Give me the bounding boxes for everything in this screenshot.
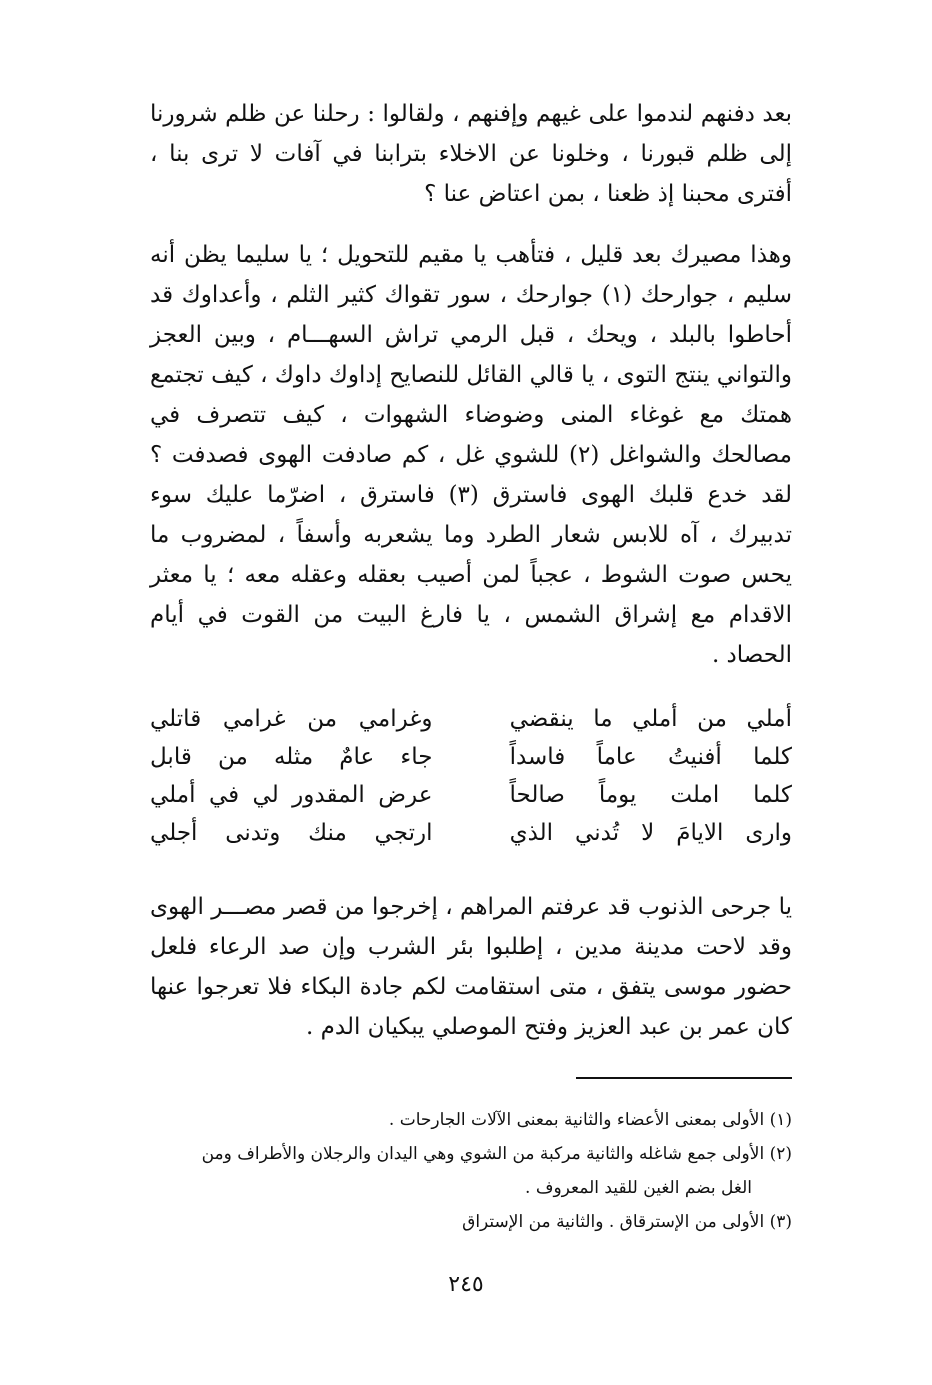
verse-second-hemistich — [150, 700, 432, 738]
poem-verse — [150, 776, 792, 814]
verse-word: أفنيتُ — [667, 744, 722, 770]
verse-word: عامٌ — [339, 744, 375, 770]
body-paragraph-4 — [150, 887, 792, 1047]
verse-word: ما — [593, 706, 613, 732]
verse-word: الايامَ — [676, 820, 724, 846]
verse-word: الذي — [509, 820, 554, 846]
verse-word: ارتجي — [374, 820, 433, 846]
verse-word: قابل — [150, 744, 192, 770]
verse-first-hemistich — [510, 814, 792, 852]
verse-word: المقدور — [292, 782, 365, 808]
verse-word: ينقضي — [509, 706, 574, 732]
paragraph-text: بعد دفنهم لندموا على غيهم وإفنهم ، ولقالوا : رحلنا عن ظلم شرورنا إلى ظلم قبورنا ، وخلونا عن الاخلاء بترابنا في آفات لا ترى بنا ، أفترى محبنا إذ ظعنا ، بمن اعتاض عنا ؟ — [150, 101, 792, 207]
verse-word: فاسداً — [509, 744, 566, 770]
verse-word: مثله — [273, 744, 314, 770]
verse-word: أجلي — [150, 820, 198, 846]
verse-word: قاتلي — [150, 706, 202, 732]
poem-verse — [150, 700, 792, 738]
verse-second-hemistich — [150, 814, 432, 852]
verse-word: املت — [670, 782, 720, 808]
verse-word: لي — [252, 782, 279, 808]
verse-word: من — [217, 744, 248, 770]
verse-first-hemistich — [510, 738, 792, 776]
verse-word: وغرامي — [358, 706, 433, 732]
verse-word: كلما — [753, 744, 792, 770]
verse-word: منك — [308, 820, 347, 846]
poem-verse — [150, 814, 792, 852]
verse-word: أملي — [150, 782, 196, 808]
footnotes — [110, 1103, 792, 1239]
verse-word: أملي — [632, 706, 678, 732]
footnote-2-continuation: الغل بضم الغين للقيد المعروف . — [525, 1178, 752, 1198]
poem-verse — [150, 738, 792, 776]
verse-word: غرامي — [222, 706, 286, 732]
verse-word: لا — [641, 820, 655, 846]
footnote-2: (٢) الأولى جمع شاغله والثانية مركبة من الشوي وهي اليدان والرجلان والأطراف ومن — [201, 1144, 792, 1164]
verse-word: وارى — [745, 820, 792, 846]
footnote-1: (١) الأولى بمعنى الأعضاء والثانية بمعنى الآلات الجارحات . — [388, 1110, 792, 1130]
verse-first-hemistich — [510, 700, 792, 738]
verse-word: من — [307, 706, 338, 732]
page-number: ٢٤٥ — [448, 1272, 484, 1297]
body-paragraph-2 — [150, 235, 792, 675]
body-paragraph-1 — [150, 94, 792, 214]
verse-word: أملي — [746, 706, 792, 732]
verse-word: كلما — [753, 782, 792, 808]
verse-word: تُدني — [575, 820, 620, 846]
verse-word: في — [208, 782, 240, 808]
verse-word: صالحاً — [509, 782, 565, 808]
verse-first-hemistich — [510, 776, 792, 814]
verse-second-hemistich — [150, 776, 432, 814]
footnote-3: (٣) الأولى من الإسترقاق . والثانية من الإستراق — [462, 1212, 792, 1232]
paragraph-text: وهذا مصيرك بعد قليل ، فتأهب يا مقيم للتحويل ؛ يا سليما يظن أنه سليم ، جوارحك (١) جوارحك ، سور تقواك كثير الثلم ، وأعداوك قد أحاطوا بالبلد ، ويحك ، قبل الرمي تراش السهـــام ، وبين العجز والتواني ينتج التوى ، يا قالي القائل للنصايح إداوك داوك ، كيف تجتمع همتك مع غوغاء المنى وضوضاء الشهوات ، كيف تتصرف في مصالحك والشواغل (٢) للشوي غل ، كم صادفت الهوى فصدفت ؟ لقد خدع قلبك الهوى فاسترق (٣) فاسترق ، اضرّما عليك سوء تدبيرك ، آه للابس شعار الطرد وما يشعربه وأسفاً ، لمضروب ما يحس صوت الشوط ، عجباً لمن أصيب بعقله وعقله معه ؛ يا معثر الاقدام مع إشراق الشمس ، يا فارغ البيت من القوت في أيام الحصاد . — [150, 242, 793, 668]
verse-second-hemistich — [150, 738, 432, 776]
verse-word: يوماً — [598, 782, 637, 808]
verse-word: جاء — [400, 744, 433, 770]
verse-word: وتدنى — [225, 820, 281, 846]
verse-word: من — [697, 706, 727, 732]
poem-verses — [150, 700, 792, 852]
verse-word: عاماً — [596, 744, 637, 770]
paragraph-text: يا جرحى الذنوب قد عرفتم المراهم ، إخرجوا من قصر مصـــر الهوى وقد لاحت مدينة مدين ، إطلبوا بئر الشرب وإن صد الرعاء فلعل حضور موسى يتفق ، متى استقامت لكم جادة البكاء فلا تعرجوا عنها كان عمر بن عبد العزيز وفتح الموصلي يبكيان الدم . — [150, 894, 792, 1040]
footnote-separator — [576, 1077, 792, 1079]
verse-word: عرض — [378, 782, 433, 808]
